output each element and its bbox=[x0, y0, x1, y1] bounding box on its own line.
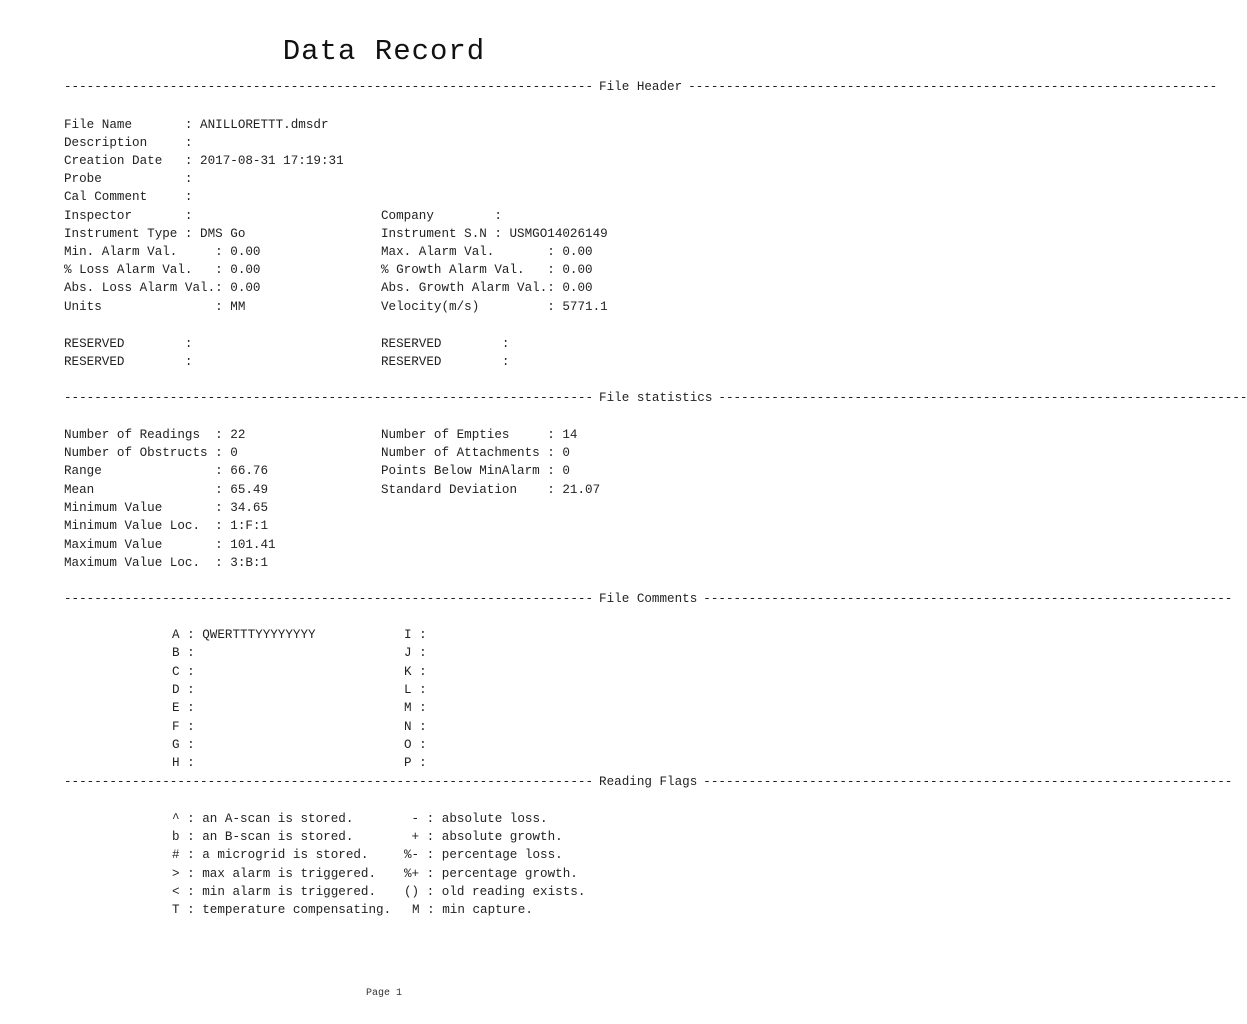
abs-loss-alarm-field: Abs. Loss Alarm Val.: 0.00 bbox=[64, 281, 261, 295]
file-comments-divider bbox=[64, 591, 1233, 607]
mean-value: Mean : 65.49 bbox=[64, 483, 269, 497]
divider-dashes: ---------------------------------------------------------------------- bbox=[64, 391, 594, 405]
flag-legend-item: ^ : an A-scan is stored. bbox=[172, 812, 354, 826]
abs-growth-alarm-field: Abs. Growth Alarm Val.: 0.00 bbox=[381, 281, 593, 295]
divider-dashes: ---------------------------------------------------------------------- bbox=[64, 592, 594, 606]
file-header-label: File Header bbox=[599, 80, 683, 94]
reserved-field: RESERVED : bbox=[381, 355, 510, 369]
flag-legend-item: > : max alarm is triggered. bbox=[172, 867, 377, 881]
max-alarm-field: Max. Alarm Val. : 0.00 bbox=[381, 245, 593, 259]
divider-dashes: ---------------------------------------------------------------------- bbox=[64, 80, 594, 94]
description-field: Description : bbox=[64, 136, 193, 150]
file-name-field: File Name : ANILLORETTT.dmsdr bbox=[64, 118, 329, 132]
comment-line: D : bbox=[172, 683, 195, 697]
comment-line: J : bbox=[404, 646, 427, 660]
range-value: Range : 66.76 bbox=[64, 464, 269, 478]
instrument-sn-field: Instrument S.N : USMGO14026149 bbox=[381, 227, 608, 241]
comment-line: A : QWERTTTYYYYYYYY bbox=[172, 628, 316, 642]
obstructs-count: Number of Obstructs : 0 bbox=[64, 446, 238, 460]
flag-legend-item: < : min alarm is triggered. bbox=[172, 885, 377, 899]
growth-alarm-field: % Growth Alarm Val. : 0.00 bbox=[381, 263, 593, 277]
min-value: Minimum Value : 34.65 bbox=[64, 501, 269, 515]
comment-line: F : bbox=[172, 720, 195, 734]
comment-line: L : bbox=[404, 683, 427, 697]
comment-line: K : bbox=[404, 665, 427, 679]
comment-line: P : bbox=[404, 756, 427, 770]
loss-alarm-field: % Loss Alarm Val. : 0.00 bbox=[64, 263, 261, 277]
probe-field: Probe : bbox=[64, 172, 193, 186]
flag-legend-item: %+ : percentage growth. bbox=[404, 867, 578, 881]
flag-legend-item: T : temperature compensating. bbox=[172, 903, 392, 917]
file-header-divider bbox=[64, 79, 1218, 95]
reserved-field: RESERVED : bbox=[381, 337, 510, 351]
file-statistics-label: File statistics bbox=[599, 391, 713, 405]
flag-legend-item: () : old reading exists. bbox=[404, 885, 586, 899]
instrument-type-field: Instrument Type : DMS Go bbox=[64, 227, 246, 241]
comment-line: H : bbox=[172, 756, 195, 770]
page-number: Page 1 bbox=[365, 988, 402, 999]
velocity-field: Velocity(m/s) : 5771.1 bbox=[381, 300, 608, 314]
reserved-field: RESERVED : bbox=[64, 355, 193, 369]
comment-line: B : bbox=[172, 646, 195, 660]
divider-dashes: ---------------------------------------------------------------------- bbox=[703, 775, 1233, 789]
flag-legend-item: %- : percentage loss. bbox=[404, 848, 563, 862]
cal-comment-field: Cal Comment : bbox=[64, 190, 193, 204]
flag-legend-item: + : absolute growth. bbox=[404, 830, 563, 844]
inspector-field: Inspector : bbox=[64, 209, 193, 223]
below-min-count: Points Below MinAlarm : 0 bbox=[381, 464, 570, 478]
reading-flags-divider bbox=[64, 774, 1233, 790]
max-value: Maximum Value : 101.41 bbox=[64, 538, 276, 552]
flag-legend-item: # : a microgrid is stored. bbox=[172, 848, 369, 862]
min-value-location: Minimum Value Loc. : 1:F:1 bbox=[64, 519, 269, 533]
reserved-field: RESERVED : bbox=[64, 337, 193, 351]
empties-count: Number of Empties : 14 bbox=[381, 428, 578, 442]
comment-line: E : bbox=[172, 701, 195, 715]
company-field: Company : bbox=[381, 209, 502, 223]
comment-line: C : bbox=[172, 665, 195, 679]
attachments-count: Number of Attachments : 0 bbox=[381, 446, 570, 460]
comment-line: G : bbox=[172, 738, 195, 752]
creation-date-field: Creation Date : 2017-08-31 17:19:31 bbox=[64, 154, 344, 168]
comment-line: N : bbox=[404, 720, 427, 734]
page-title: Data Record bbox=[282, 35, 486, 68]
divider-dashes: ---------------------------------------------------------------------- bbox=[64, 775, 594, 789]
comment-line: I : bbox=[404, 628, 427, 642]
min-alarm-field: Min. Alarm Val. : 0.00 bbox=[64, 245, 261, 259]
flag-legend-item: - : absolute loss. bbox=[404, 812, 548, 826]
std-dev-value: Standard Deviation : 21.07 bbox=[381, 483, 601, 497]
file-comments-label: File Comments bbox=[599, 592, 698, 606]
divider-dashes: ---------------------------------------------------------------------- bbox=[688, 80, 1218, 94]
readings-count: Number of Readings : 22 bbox=[64, 428, 246, 442]
divider-dashes: ---------------------------------------------------------------------- bbox=[703, 592, 1233, 606]
flag-legend-item: b : an B-scan is stored. bbox=[172, 830, 354, 844]
max-value-location: Maximum Value Loc. : 3:B:1 bbox=[64, 556, 269, 570]
units-field: Units : MM bbox=[64, 300, 246, 314]
flag-legend-item: M : min capture. bbox=[412, 903, 533, 917]
reading-flags-label: Reading Flags bbox=[599, 775, 698, 789]
file-statistics-divider bbox=[64, 390, 1247, 406]
comment-line: M : bbox=[404, 701, 427, 715]
comment-line: O : bbox=[404, 738, 427, 752]
divider-dashes: ---------------------------------------------------------------------- bbox=[718, 391, 1247, 405]
